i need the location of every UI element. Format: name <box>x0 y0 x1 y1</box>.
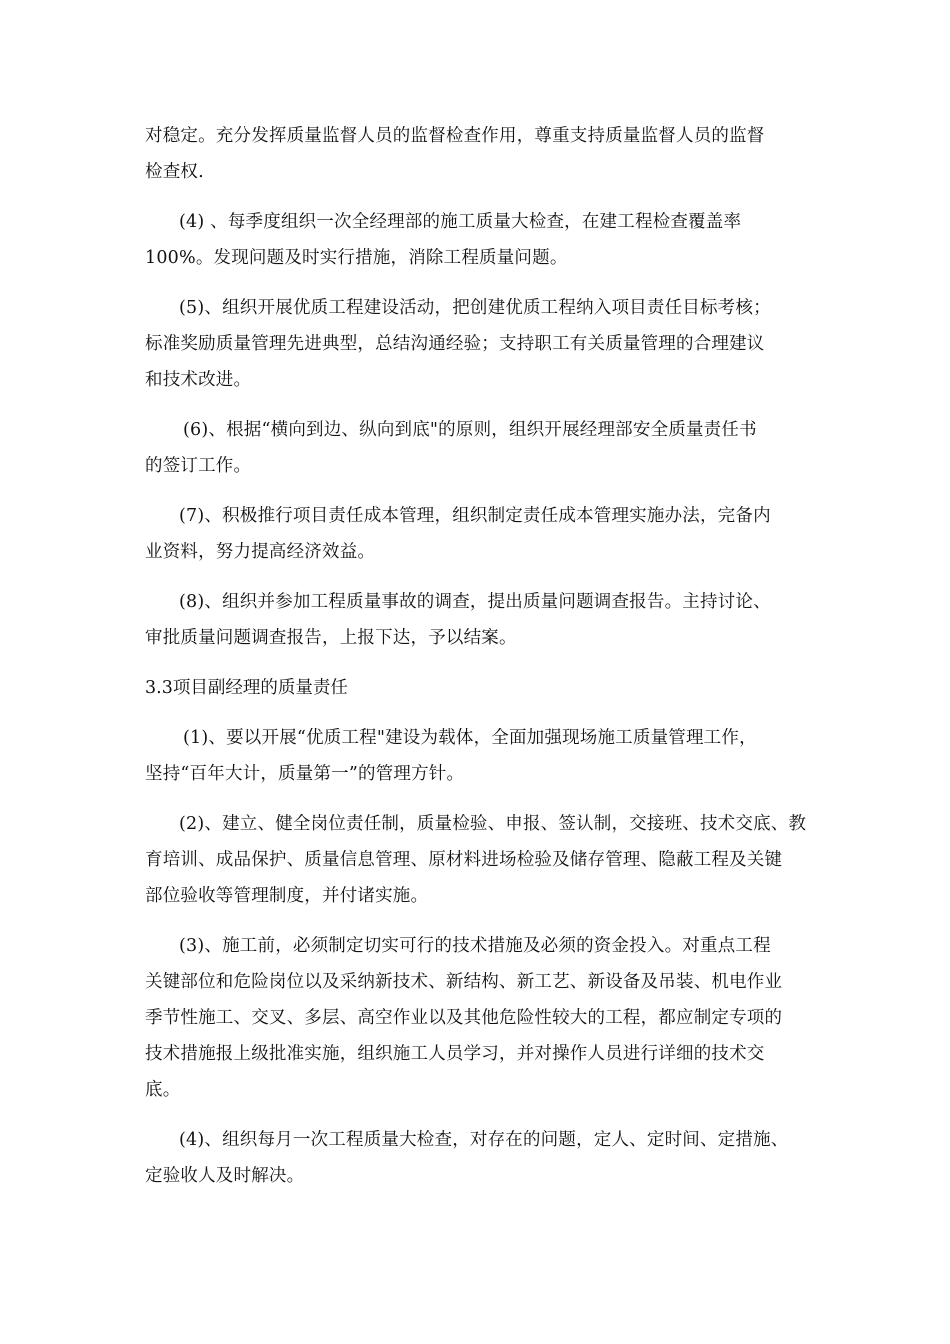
text-line: 检查权. <box>145 162 204 182</box>
text-line: 坚持“百年大计，质量第一”的管理方针。 <box>145 764 465 784</box>
text-line: 业资料，努力提高经济效益。 <box>145 542 376 562</box>
paragraph-item-2 <box>145 806 810 914</box>
text-line: (8)、组织并参加工程质量事故的调查，提出质量问题调查报告。主持讨论、 <box>179 592 771 612</box>
text-line: (4) 、每季度组织一次全经理部的施工质量大检查，在建工程检查覆盖率 <box>179 212 742 232</box>
paragraph-item-6 <box>145 412 810 484</box>
text-line: 和技术改进。 <box>145 370 252 390</box>
paragraph-item-5 <box>145 290 810 398</box>
paragraph-item-4-monthly <box>145 1122 810 1194</box>
text-line: 育培训、成品保护、质量信息管理、原材料进场检验及储存管理、隐蔽工程及关键 <box>145 850 783 870</box>
text-line: 部位验收等管理制度，并付诸实施。 <box>145 886 429 906</box>
text-line: 审批质量问题调查报告，上报下达，予以结案。 <box>145 628 517 648</box>
text-line: (6)、根据“横向到边、纵向到底"的原则，组织开展经理部安全质量责任书 <box>183 420 757 440</box>
text-line: 的签订工作。 <box>145 456 252 476</box>
paragraph-item-1 <box>145 720 810 792</box>
text-line: 底。 <box>145 1080 181 1100</box>
paragraph-item-7 <box>145 498 810 570</box>
text-line: (3)、施工前，必须制定切实可行的技术措施及必须的资金投入。对重点工程 <box>179 936 771 956</box>
text-line: (1)、要以开展“优质工程"建设为载体，全面加强现场施工质量管理工作， <box>183 728 757 748</box>
document-page <box>145 118 810 1208</box>
text-line: 技术措施报上级批准实施，组织施工人员学习，并对操作人员进行详细的技术交 <box>145 1044 765 1064</box>
section-heading <box>145 670 810 706</box>
heading-text: 3.3项目副经理的质量责任 <box>145 678 348 698</box>
text-line: 关键部位和危险岗位以及采纳新技术、新结构、新工艺、新设备及吊装、机电作业 <box>145 972 783 992</box>
paragraph-supervision <box>145 118 810 190</box>
paragraph-item-4 <box>145 204 810 276</box>
paragraph-item-8 <box>145 584 810 656</box>
text-line: (2)、建立、健全岗位责任制，质量检验、申报、签认制，交接班、技术交底、教 <box>179 814 807 834</box>
text-line: (4)、组织每月一次工程质量大检查，对存在的问题，定人、定时间、定措施、 <box>179 1130 789 1150</box>
text-line: 100%。发现问题及时实行措施，消除工程质量问题。 <box>145 248 568 268</box>
text-line: 季节性施工、交叉、多层、高空作业以及其他危险性较大的工程，都应制定专项的 <box>145 1008 783 1028</box>
text-line: (7)、积极推行项目责任成本管理，组织制定责任成本管理实施办法，完备内 <box>179 506 771 526</box>
text-line: 标准奖励质量管理先进典型，总结沟通经验；支持职工有关质量管理的合理建议 <box>145 334 765 354</box>
paragraph-item-3 <box>145 928 810 1108</box>
text-line: 定验收人及时解决。 <box>145 1166 305 1186</box>
text-line: (5)、组织开展优质工程建设活动，把创建优质工程纳入项目责任目标考核； <box>179 298 771 318</box>
text-line: 对稳定。充分发挥质量监督人员的监督检查作用，尊重支持质量监督人员的监督 <box>145 126 765 146</box>
